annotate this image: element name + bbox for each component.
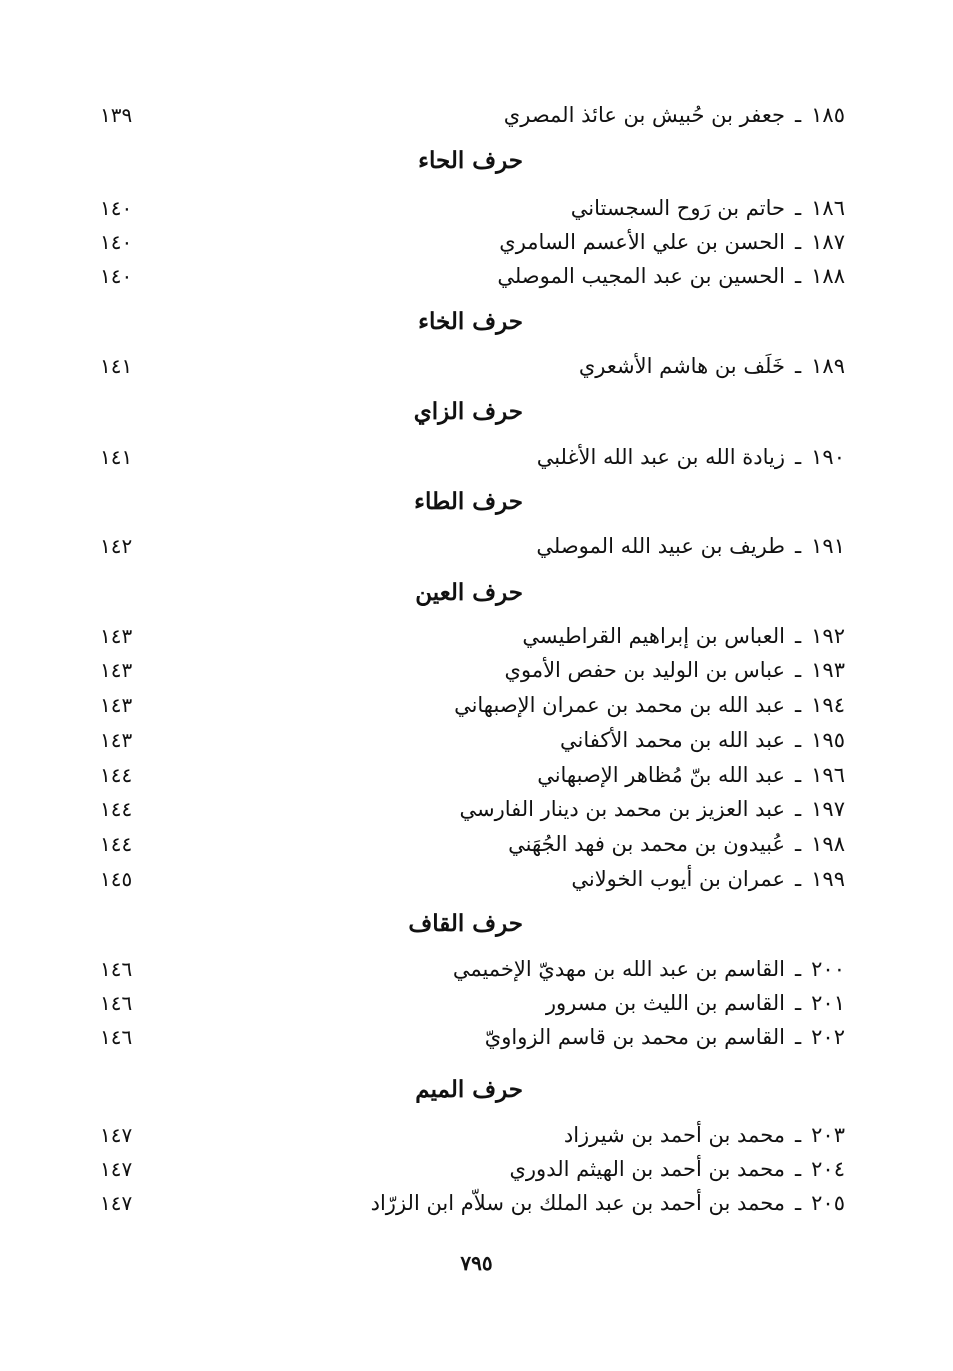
entry-dash: ـ: [795, 867, 802, 891]
section-heading-ta: حرف الطاء: [414, 488, 523, 515]
entry-dash: ـ: [795, 354, 802, 378]
entry-name: القاسم بن محمد بن قاسم الزواويّ: [484, 1025, 785, 1049]
entry-text: [571, 862, 845, 896]
entry-number: ١٩٣: [811, 658, 845, 682]
entry-number: ١٨٧: [811, 230, 845, 254]
entry-name: حاتم بن رَوح السجستاني: [570, 196, 785, 220]
entry-dash: ـ: [795, 624, 802, 648]
entry-name: عُبيدون بن محمد بن فهد الجُهَني: [508, 832, 785, 856]
entry-name: محمد بن أحمد بن عبد الملك بن سلاّم ابن الزرّاد: [370, 1191, 785, 1215]
entry-text: [453, 952, 845, 986]
entry-number: ٢٠١: [811, 991, 845, 1015]
entry-name: القاسم بن عبد الله بن مهديّ الإخميمي: [452, 957, 785, 981]
entry-page-number: ١٤٣: [100, 728, 133, 752]
entry-number: ٢٠٢: [811, 1025, 845, 1049]
entry-number: ١٩٨: [811, 832, 845, 856]
entry-number: ١٩٦: [811, 763, 845, 787]
entry-page-number: ١٤٥: [100, 867, 133, 891]
index-entry: [0, 952, 953, 986]
page-number-footer: ٧٩٥: [460, 1251, 493, 1275]
entry-text: [509, 1152, 845, 1186]
entry-number: ١٩٢: [811, 624, 845, 648]
entry-page-number: ١٤٣: [100, 624, 133, 648]
index-entry: [0, 1020, 953, 1054]
entry-number: ١٩٠: [811, 445, 845, 469]
index-entry: [0, 259, 953, 293]
entry-text: [546, 986, 845, 1020]
entry-dash: ـ: [795, 763, 802, 787]
entry-dash: ـ: [795, 1157, 802, 1181]
entry-page-number: ١٤٤: [100, 797, 133, 821]
entry-page-number: ١٤١: [100, 445, 133, 469]
entry-dash: ـ: [795, 832, 802, 856]
entry-text: [505, 653, 845, 687]
index-entry: [0, 225, 953, 259]
entry-page-number: ١٤٧: [100, 1157, 133, 1181]
entry-dash: ـ: [795, 991, 802, 1015]
section-heading-zay: حرف الزاي: [413, 398, 523, 425]
entry-dash: ـ: [795, 1025, 802, 1049]
index-entry: [0, 653, 953, 687]
entry-dash: ـ: [795, 957, 802, 981]
entry-text: [485, 1020, 845, 1054]
entry-name: عباس بن الوليد بن حفص الأموي: [504, 658, 785, 682]
index-entry: [0, 1186, 953, 1220]
index-entry: [0, 191, 953, 225]
entry-page-number: ١٤٦: [100, 1025, 133, 1049]
entry-dash: ـ: [795, 264, 802, 288]
entry-page-number: ١٤٤: [100, 763, 133, 787]
entry-page-number: ١٤٧: [100, 1123, 133, 1147]
section-heading-kha: حرف الخاء: [418, 308, 523, 335]
entry-number: ١٩٥: [811, 728, 845, 752]
entry-page-number: ١٤٤: [100, 832, 133, 856]
entry-page-number: ١٤٣: [100, 658, 133, 682]
entry-page-number: ١٤٦: [100, 957, 133, 981]
section-heading-ayn: حرف العين: [415, 579, 523, 606]
entry-number: ١٩١: [811, 534, 845, 558]
entry-text: [522, 619, 845, 653]
entry-number: ٢٠٠: [811, 957, 845, 981]
index-entry: [0, 862, 953, 896]
entry-page-number: ١٤١: [100, 354, 133, 378]
entry-dash: ـ: [795, 1191, 802, 1215]
entry-page-number: ١٤٠: [100, 196, 133, 220]
index-entry: [0, 723, 953, 757]
entry-number: ١٩٤: [811, 693, 845, 717]
entry-page-number: ١٣٩: [100, 103, 133, 127]
entry-name: الحسين بن عبد المجيب الموصلي: [497, 264, 785, 288]
entry-text: [537, 440, 845, 474]
entry-name: عمران بن أيوب الخولاني: [571, 867, 785, 891]
index-entry: [0, 827, 953, 861]
entry-text: [537, 758, 845, 792]
entry-dash: ـ: [795, 103, 802, 127]
entry-page-number: ١٤٢: [100, 534, 133, 558]
entry-text: [579, 349, 845, 383]
entry-name: جعفر بن حُبيش بن عائذ المصري: [503, 103, 785, 127]
entry-text: [564, 1118, 845, 1152]
index-entry: [0, 688, 953, 722]
entry-text: [536, 529, 845, 563]
entry-name: محمد بن أحمد بن شيرزاد: [563, 1123, 785, 1147]
entry-text: [454, 688, 845, 722]
index-entry: [0, 1118, 953, 1152]
index-entry: [0, 792, 953, 826]
entry-name: خَلَف بن هاشم الأشعري: [578, 354, 785, 378]
entry-dash: ـ: [795, 658, 802, 682]
entry-page-number: ١٤٧: [100, 1191, 133, 1215]
entry-dash: ـ: [795, 728, 802, 752]
entry-text: [499, 225, 845, 259]
index-entry: [0, 529, 953, 563]
index-entry: [0, 1152, 953, 1186]
entry-name: العباس بن إبراهيم القراطيسي: [522, 624, 785, 648]
entry-text: [560, 723, 845, 757]
entry-text: [459, 792, 845, 826]
entry-page-number: ١٤٣: [100, 693, 133, 717]
entry-dash: ـ: [795, 1123, 802, 1147]
entry-text: [371, 1186, 845, 1220]
entry-page-number: ١٤٠: [100, 230, 133, 254]
entry-number: ١٨٩: [811, 354, 845, 378]
entry-dash: ـ: [795, 534, 802, 558]
entry-name: زيادة الله بن عبد الله الأغلبي: [536, 445, 785, 469]
entry-text: [504, 98, 845, 132]
index-entry: [0, 619, 953, 653]
section-heading-ha: حرف الحاء: [418, 147, 523, 174]
entry-name: عبد العزيز بن محمد بن دينار الفارسي: [459, 797, 785, 821]
index-entry: [0, 98, 953, 132]
entry-number: ١٨٥: [811, 103, 845, 127]
entry-dash: ـ: [795, 196, 802, 220]
entry-text: [508, 827, 845, 861]
index-entry: [0, 440, 953, 474]
entry-text: [497, 259, 845, 293]
entry-number: ١٨٦: [811, 196, 845, 220]
entry-dash: ـ: [795, 445, 802, 469]
section-heading-mim: حرف الميم: [415, 1076, 523, 1103]
entry-number: ١٨٨: [811, 264, 845, 288]
entry-text: [571, 191, 845, 225]
entry-name: عبد الله بن محمد بن عمران الإصبهاني: [454, 693, 785, 717]
entry-number: ٢٠٤: [811, 1157, 845, 1181]
entry-name: طريف بن عبيد الله الموصلي: [536, 534, 785, 558]
entry-name: القاسم بن الليث بن مسرور: [545, 991, 785, 1015]
entry-dash: ـ: [795, 230, 802, 254]
entry-page-number: ١٤٦: [100, 991, 133, 1015]
entry-name: محمد بن أحمد بن الهيثم الدوري: [509, 1157, 785, 1181]
entry-page-number: ١٤٠: [100, 264, 133, 288]
entry-number: ١٩٩: [811, 867, 845, 891]
index-entry: [0, 349, 953, 383]
entry-number: ١٩٧: [811, 797, 845, 821]
entry-name: الحسن بن علي الأعسم السامري: [499, 230, 785, 254]
section-heading-qaf: حرف القاف: [408, 910, 523, 937]
entry-number: ٢٠٣: [811, 1123, 845, 1147]
index-entry: [0, 986, 953, 1020]
entry-name: عبد الله بن محمد الأكفاني: [559, 728, 785, 752]
entry-number: ٢٠٥: [811, 1191, 845, 1215]
entry-dash: ـ: [795, 797, 802, 821]
entry-dash: ـ: [795, 693, 802, 717]
index-entry: [0, 758, 953, 792]
entry-name: عبد الله بنّ مُظاهر الإصبهاني: [537, 763, 785, 787]
